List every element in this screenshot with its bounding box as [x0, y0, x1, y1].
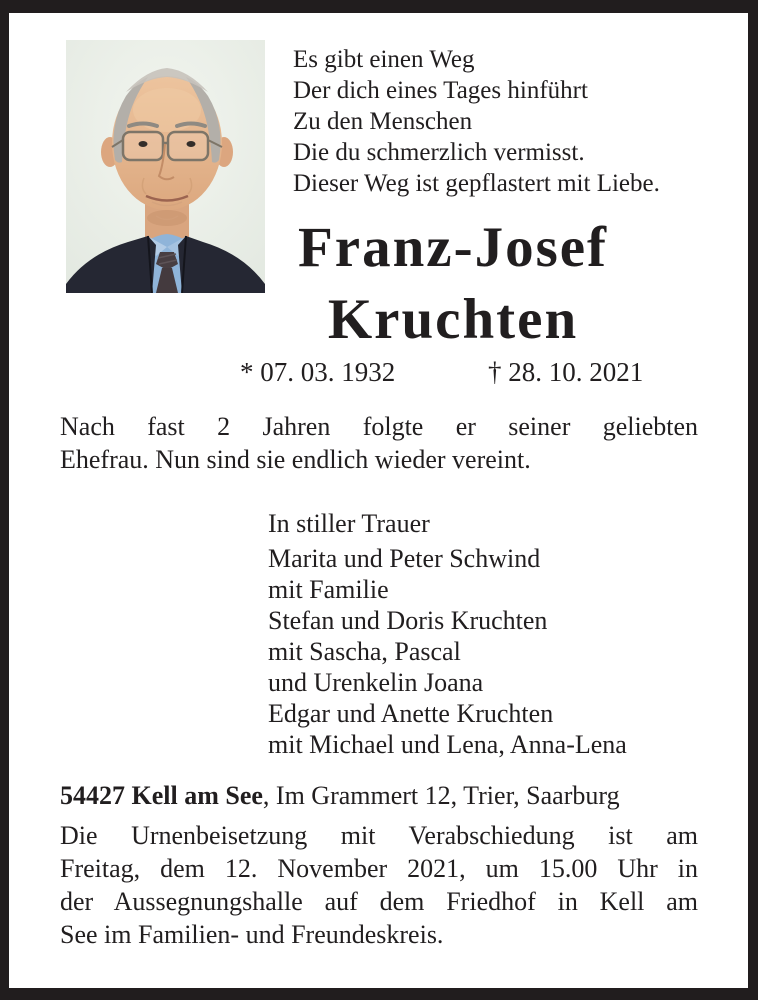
- funeral-line: See im Familien- und Freundeskreis.: [60, 920, 444, 949]
- mourner-line: Marita und Peter Schwind: [268, 544, 541, 573]
- mourner-line: und Urenkelin Joana: [268, 668, 484, 697]
- intro-line: Ehefrau. Nun sind sie endlich wieder vereint.: [60, 445, 531, 474]
- mourners-list: [268, 543, 708, 760]
- poem-line: Dieser Weg ist gepflastert mit Liebe.: [293, 170, 660, 197]
- funeral-line: Die Urnenbeisetzung mit Verabschiedung ist am: [60, 821, 698, 850]
- poem-line: Es gibt einen Weg: [293, 46, 475, 73]
- mourner-line: mit Sascha, Pascal: [268, 637, 461, 666]
- address-line: [60, 780, 698, 811]
- poem-line: Zu den Menschen: [293, 108, 473, 135]
- deceased-first-name: Franz-Josef: [297, 216, 609, 279]
- mourning-header: In stiller Trauer: [268, 509, 430, 538]
- intro-line: Nach fast 2 Jahren folgte er seiner geliebten: [60, 412, 698, 441]
- poem-line: Die du schmerzlich vermisst.: [293, 139, 585, 166]
- funeral-line: der Aussegnungshalle auf dem Friedhof in Kell am: [60, 887, 698, 916]
- birth-date: * 07. 03. 1932: [240, 357, 396, 387]
- death-date: † 28. 10. 2021: [488, 357, 644, 387]
- memorial-poem: [293, 44, 723, 199]
- intro-text: [60, 410, 698, 476]
- mourning-section: [268, 508, 708, 760]
- mourner-line: Edgar und Anette Kruchten: [268, 699, 554, 728]
- funeral-line: Freitag, dem 12. November 2021, um 15.00 Uhr in: [60, 854, 698, 883]
- address-street: , Im Grammert 12, Trier, Saarburg: [262, 781, 620, 810]
- deceased-name: [208, 212, 698, 356]
- mourner-line: Stefan und Doris Kruchten: [268, 606, 548, 635]
- funeral-info: [60, 819, 698, 951]
- mourner-line: mit Familie: [268, 575, 389, 604]
- deceased-last-name: Kruchten: [327, 288, 579, 351]
- poem-line: Der dich eines Tages hinführt: [293, 77, 588, 104]
- address-city: 54427 Kell am See: [60, 781, 263, 810]
- mourner-line: mit Michael und Lena, Anna-Lena: [268, 730, 627, 759]
